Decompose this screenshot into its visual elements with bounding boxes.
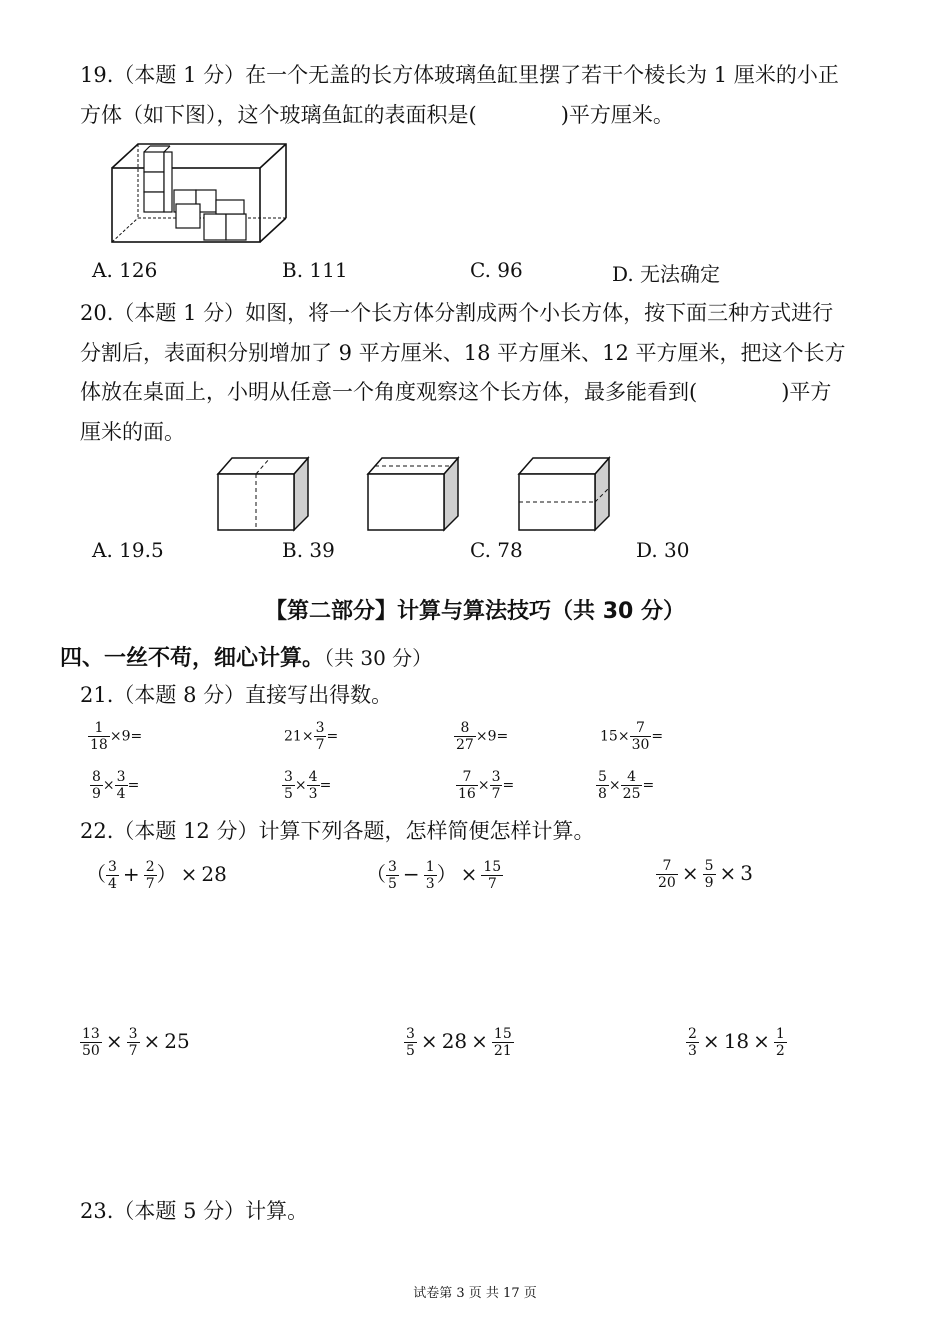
section4-score: （共 30 分）: [324, 646, 433, 670]
q22-expr-1: （ $\frac{3}{4}$ + $\frac{2}{7}$ ） × 28: [86, 859, 227, 892]
q20-line2: 分割后，表面积分别增加了 9 平方厘米、18 平方厘米、12 平方厘米，把这个长方: [80, 341, 846, 365]
q20-line1: 20.（本题 1 分）如图，将一个长方体分割成两个小长方体，按下面三种方式进行: [80, 301, 834, 325]
q22-expr-6: $\frac{2}{3}$ × 18 × $\frac{1}{2}$: [688, 1026, 785, 1059]
q20-option-b: B. 39: [282, 538, 335, 562]
q22-expr-3: $\frac{7}{20}$ × $\frac{5}{9}$ × 3: [658, 858, 754, 891]
q21-item-1: $\frac{1}{18}$ ×9=: [90, 720, 143, 753]
cuboid-split-vertical: [216, 450, 312, 534]
section4-title: 四、一丝不苟，细心计算。: [60, 646, 325, 671]
q21-item-3: $\frac{8}{27}$ ×9=: [456, 720, 509, 753]
page-footer: 试卷第 3 页 共 17 页: [413, 1286, 537, 1301]
q19-option-b: B. 111: [282, 258, 348, 282]
q20-option-d: D. 30: [636, 538, 690, 562]
q21-item-5: $\frac{8}{9}$ × $\frac{3}{4}$ =: [92, 769, 140, 802]
q19-option-a: A. 126: [92, 258, 158, 282]
q20-line4: 厘米的面。: [80, 420, 185, 444]
cuboid-split-horizontal-middle: [517, 450, 613, 534]
cuboid-split-horizontal-top: [366, 450, 462, 534]
q19-line2: 方体（如下图），这个玻璃鱼缸的表面积是( )平方厘米。: [80, 103, 674, 127]
q22-expr-4: $\frac{13}{50}$ × $\frac{3}{7}$ × 25: [82, 1026, 190, 1059]
q22-expr-2: （ $\frac{3}{5}$ − $\frac{1}{3}$ ） × $\frac{15}{7}$: [366, 859, 502, 892]
q20-option-c: C. 78: [470, 538, 523, 562]
q21-item-6: $\frac{3}{5}$ × $\frac{4}{3}$ =: [284, 769, 332, 802]
q21-item-2: 21× $\frac{3}{7}$ =: [284, 720, 339, 753]
q22-expr-5: $\frac{3}{5}$ × 28 × $\frac{15}{21}$: [406, 1026, 512, 1059]
q21-item-7: $\frac{7}{16}$ × $\frac{3}{7}$ =: [458, 769, 515, 802]
q19-option-d: D. 无法确定: [612, 262, 721, 286]
part2-title: 【第二部分】计算与算法技巧（共 30 分）: [265, 599, 685, 624]
q19-option-c: C. 96: [470, 258, 523, 282]
q20-line3: 体放在桌面上，小明从任意一个角度观察这个长方体，最多能看到( )平方: [80, 380, 832, 404]
q21-item-4: 15× $\frac{7}{30}$ =: [600, 720, 664, 753]
section4-heading: [60, 641, 432, 672]
q19-line1: 19.（本题 1 分）在一个无盖的长方体玻璃鱼缸里摆了若干个棱长为 1 厘米的小正: [80, 63, 839, 87]
q23-title: 23.（本题 5 分）计算。: [80, 1199, 309, 1223]
q21-title: 21.（本题 8 分）直接写出得数。: [80, 683, 393, 707]
q20-option-a: A. 19.5: [92, 538, 164, 562]
q21-item-8: $\frac{5}{8}$ × $\frac{4}{25}$ =: [598, 769, 655, 802]
fish-tank-figure: [108, 140, 292, 250]
q22-title: 22.（本题 12 分）计算下列各题，怎样简便怎样计算。: [80, 819, 595, 843]
